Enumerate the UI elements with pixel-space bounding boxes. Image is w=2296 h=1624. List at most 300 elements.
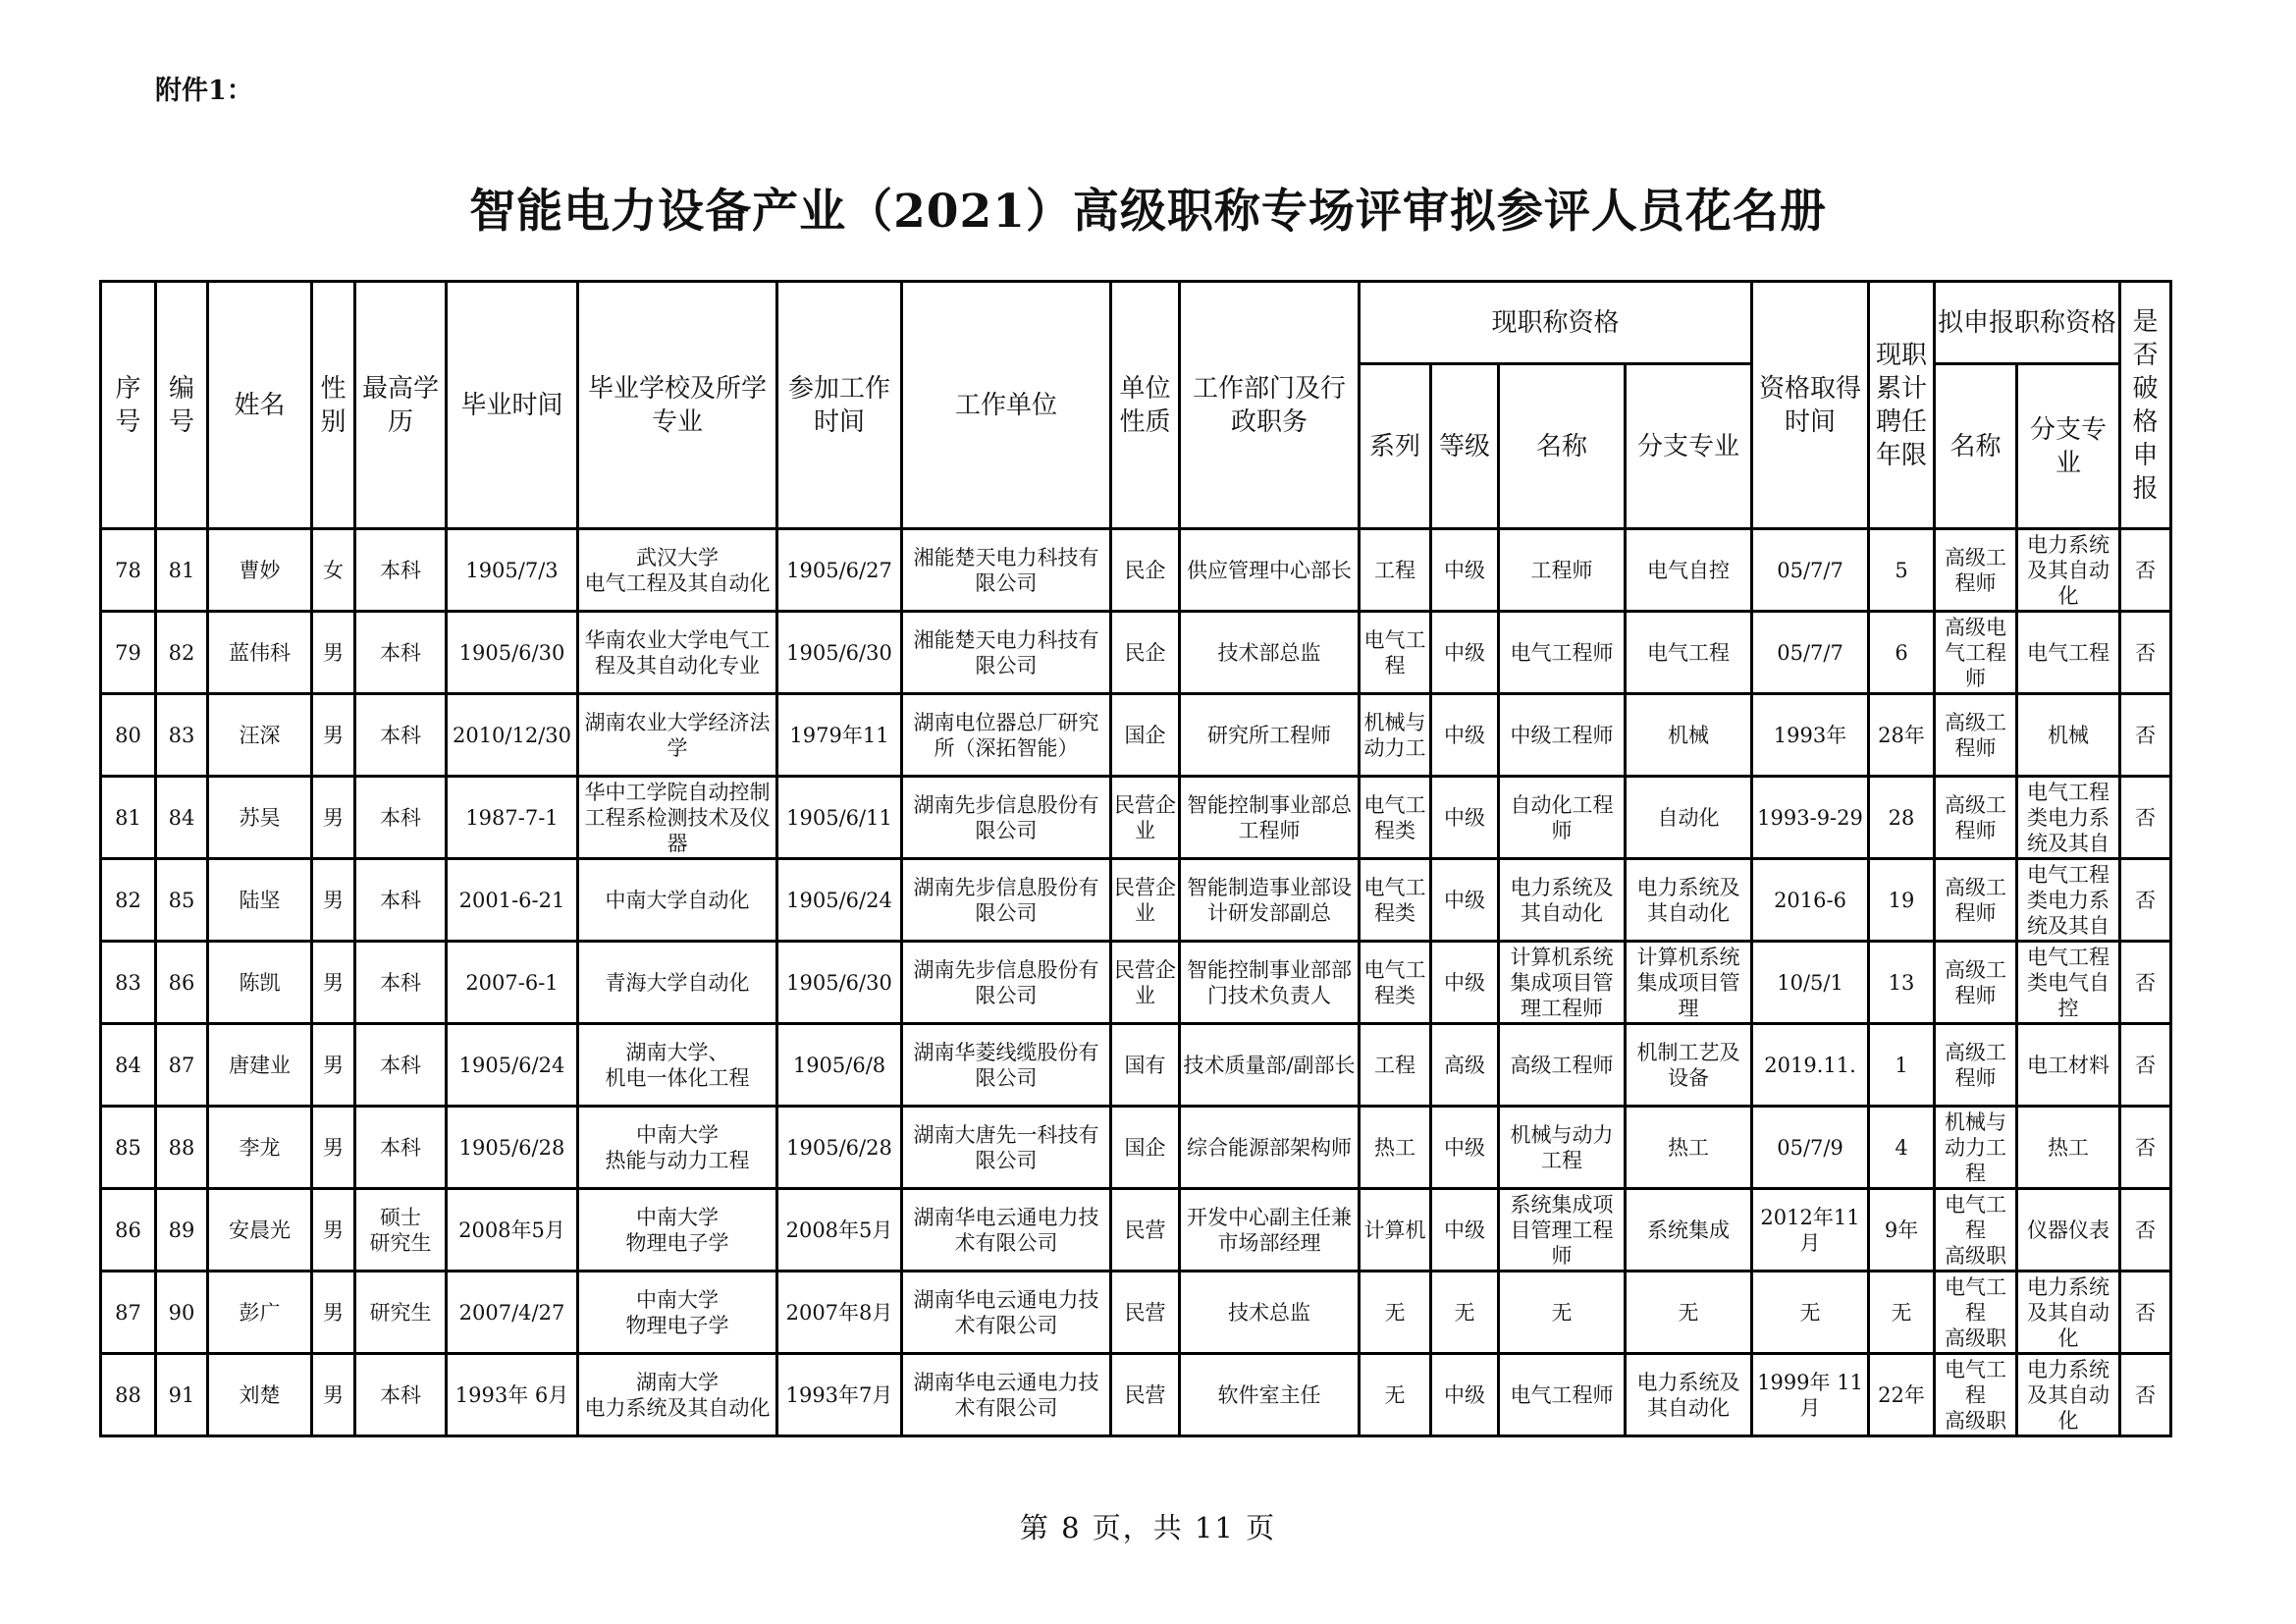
cell-text: 1905/6/30 xyxy=(786,640,892,665)
cell-gender xyxy=(312,859,355,942)
cell-text: 81 xyxy=(168,558,195,582)
cell-text: 5 xyxy=(1895,558,1908,582)
cell-text: 电工材料 xyxy=(2027,1053,2110,1077)
cell-name xyxy=(208,1354,312,1436)
cell-work-start xyxy=(777,1354,902,1436)
cell-employer xyxy=(902,1107,1111,1189)
cell-text: 80 xyxy=(115,723,141,747)
cell-text: 电气工程 xyxy=(2027,640,2110,665)
header-apply-branch: 分支专业 xyxy=(2017,364,2120,529)
cell-text: 湖南大唐先一科技有限公司 xyxy=(913,1122,1099,1172)
cell-level xyxy=(1431,1272,1499,1354)
cell-text: 陈凯 xyxy=(239,970,281,995)
table-row xyxy=(101,777,2171,859)
cell-text: 4 xyxy=(1895,1135,1908,1160)
cell-text: 无 xyxy=(1454,1300,1475,1325)
cell-text: 李龙 xyxy=(239,1135,281,1160)
cell-text: 高级工程师 xyxy=(1510,1053,1614,1077)
cell-text: 2012年11月 xyxy=(1760,1205,1860,1255)
cell-text: 电气工程 xyxy=(1363,627,1426,677)
cell-text: 计算机系统集成项目管理 xyxy=(1636,945,1740,1020)
header-num: 编号 xyxy=(156,282,208,529)
cell-apply-name xyxy=(1935,1354,2017,1436)
cell-branch xyxy=(1626,694,1752,777)
cell-text: 机械 xyxy=(2048,723,2090,747)
cell-employer xyxy=(902,859,1111,942)
cell-text: 84 xyxy=(115,1053,141,1077)
cell-name xyxy=(208,859,312,942)
cell-text: 国有 xyxy=(1124,1053,1166,1077)
cell-text: 高级工程师 xyxy=(1945,710,2007,760)
cell-text: 1905/6/28 xyxy=(786,1135,892,1160)
cell-text: 否 xyxy=(2135,805,2157,830)
cell-text: 1905/6/27 xyxy=(786,558,892,582)
cell-exception xyxy=(2120,1354,2171,1436)
cell-text: 1993-9-29 xyxy=(1757,805,1863,830)
cell-department-position xyxy=(1180,859,1360,942)
cell-text: 10/5/1 xyxy=(1777,970,1843,995)
cell-text: 2008年5月 xyxy=(458,1218,565,1242)
cell-text: 民营 xyxy=(1124,1218,1166,1242)
cell-text: 机械 xyxy=(1668,723,1709,747)
header-branch: 分支专业 xyxy=(1626,364,1752,529)
cell-apply-name xyxy=(1935,694,2017,777)
cell-text: 曹妙 xyxy=(239,558,281,582)
cell-text: 1993年 xyxy=(1773,723,1847,747)
cell-text: 87 xyxy=(115,1300,141,1325)
cell-text: 高级工程师 xyxy=(1945,875,2007,925)
cell-text: 否 xyxy=(2135,1300,2157,1325)
cell-num xyxy=(156,777,208,859)
cell-apply-branch xyxy=(2017,694,2120,777)
cell-level xyxy=(1431,777,1499,859)
cell-education xyxy=(355,1107,447,1189)
cell-title-name xyxy=(1499,942,1626,1024)
cell-education xyxy=(355,529,447,612)
cell-qualification-time xyxy=(1752,1354,1869,1436)
cell-text: 9年 xyxy=(1884,1218,1919,1242)
cell-text: 蓝伟科 xyxy=(229,640,291,665)
cell-work-start xyxy=(777,1024,902,1107)
cell-text: 湖南大学 电力系统及其自动化 xyxy=(584,1370,771,1420)
cell-work-start xyxy=(777,529,902,612)
cell-apply-name xyxy=(1935,1107,2017,1189)
cell-school-major xyxy=(578,612,777,694)
cell-branch xyxy=(1626,859,1752,942)
cell-seq xyxy=(101,1107,156,1189)
cell-text: 华南农业大学电气工程及其自动化专业 xyxy=(584,627,771,677)
cell-gender xyxy=(312,777,355,859)
cell-text: 2008年5月 xyxy=(785,1218,893,1242)
cell-text: 电气工程 高级职 xyxy=(1945,1357,2007,1433)
cell-num xyxy=(156,1189,208,1272)
cell-text: 05/7/7 xyxy=(1777,640,1843,665)
cell-num xyxy=(156,529,208,612)
cell-text: 湖南华电云通电力技术有限公司 xyxy=(913,1205,1099,1255)
cell-text: 系统集成项目管理工程师 xyxy=(1510,1192,1614,1268)
cell-num xyxy=(156,1107,208,1189)
cell-text: 智能控制事业部部门技术负责人 xyxy=(1187,957,1352,1007)
cell-text: 1905/6/8 xyxy=(792,1053,886,1077)
cell-exception xyxy=(2120,612,2171,694)
cell-department-position xyxy=(1180,529,1360,612)
cell-seq xyxy=(101,612,156,694)
cell-series xyxy=(1360,1272,1431,1354)
cell-apply-name xyxy=(1935,612,2017,694)
table-row xyxy=(101,859,2171,942)
cell-text: 国企 xyxy=(1124,723,1166,747)
cell-seq xyxy=(101,777,156,859)
cell-text: 软件室主任 xyxy=(1217,1382,1321,1407)
cell-text: 中南大学自动化 xyxy=(605,888,750,912)
cell-employer xyxy=(902,1272,1111,1354)
cell-apply-branch xyxy=(2017,777,2120,859)
cell-text: 高级工程师 xyxy=(1945,957,2007,1007)
cell-series xyxy=(1360,694,1431,777)
cell-work-start xyxy=(777,1189,902,1272)
cell-text: 电气工程类电力系统及其自 xyxy=(2027,862,2110,938)
cell-text: 高级工程师 xyxy=(1945,545,2007,595)
cell-gender xyxy=(312,942,355,1024)
header-department-position: 工作部门及行政职务 xyxy=(1180,282,1360,529)
cell-title-name xyxy=(1499,1354,1626,1436)
cell-gender xyxy=(312,529,355,612)
cell-text: 电气工程师 xyxy=(1510,1382,1614,1407)
cell-exception xyxy=(2120,1107,2171,1189)
cell-text: 高级工程师 xyxy=(1945,792,2007,842)
cell-department-position xyxy=(1180,1354,1360,1436)
cell-exception xyxy=(2120,942,2171,1024)
cell-level xyxy=(1431,612,1499,694)
header-title-name: 名称 xyxy=(1499,364,1626,529)
cell-text: 系统集成 xyxy=(1647,1218,1730,1242)
cell-text: 男 xyxy=(323,970,344,995)
cell-text: 电气工程 高级职 xyxy=(1945,1192,2007,1268)
cell-graduation-time xyxy=(447,1354,578,1436)
cell-text: 青海大学自动化 xyxy=(605,970,750,995)
cell-text: 1993年7月 xyxy=(785,1382,893,1407)
cell-work-start xyxy=(777,942,902,1024)
cell-department-position xyxy=(1180,694,1360,777)
cell-text: 本科 xyxy=(380,970,421,995)
cell-text: 男 xyxy=(323,805,344,830)
cell-employer xyxy=(902,694,1111,777)
cell-apply-branch xyxy=(2017,1189,2120,1272)
cell-text: 民营企业 xyxy=(1114,792,1176,842)
cell-text: 苏昊 xyxy=(239,805,281,830)
cell-education xyxy=(355,942,447,1024)
cell-text: 湖南先步信息股份有限公司 xyxy=(913,875,1099,925)
header-level: 等级 xyxy=(1431,364,1499,529)
cell-text: 陆坚 xyxy=(239,888,281,912)
cell-text: 88 xyxy=(115,1382,141,1407)
cell-seq xyxy=(101,1189,156,1272)
header-graduation-time: 毕业时间 xyxy=(447,282,578,529)
cell-text: 85 xyxy=(115,1135,141,1160)
cell-text: 1979年11 xyxy=(789,723,889,747)
header-years: 现职累计聘任年限 xyxy=(1869,282,1935,529)
header-qualification-time: 资格取得时间 xyxy=(1752,282,1869,529)
cell-years xyxy=(1869,612,1935,694)
roster-table xyxy=(99,280,2172,1437)
cell-years xyxy=(1869,694,1935,777)
cell-series xyxy=(1360,1189,1431,1272)
cell-text: 电气工程师 xyxy=(1510,640,1614,665)
cell-text: 武汉大学 电气工程及其自动化 xyxy=(584,545,771,595)
cell-department-position xyxy=(1180,612,1360,694)
cell-text: 湘能楚天电力科技有限公司 xyxy=(913,627,1099,677)
cell-text: 高级电气工程师 xyxy=(1945,615,2007,690)
cell-text: 1993年 6月 xyxy=(454,1382,569,1407)
cell-text: 2007/4/27 xyxy=(458,1300,565,1325)
cell-text: 男 xyxy=(323,1053,344,1077)
cell-text: 中级 xyxy=(1444,805,1485,830)
cell-text: 91 xyxy=(168,1382,195,1407)
cell-education xyxy=(355,1354,447,1436)
cell-graduation-time xyxy=(447,942,578,1024)
cell-text: 中南大学 热能与动力工程 xyxy=(605,1122,750,1172)
cell-text: 开发中心副主任兼市场部经理 xyxy=(1187,1205,1352,1255)
cell-series xyxy=(1360,1107,1431,1189)
cell-qualification-time xyxy=(1752,612,1869,694)
cell-gender xyxy=(312,1189,355,1272)
table-row xyxy=(101,529,2171,612)
cell-years xyxy=(1869,1189,1935,1272)
cell-text: 男 xyxy=(323,1382,344,1407)
cell-name xyxy=(208,1272,312,1354)
cell-employer xyxy=(902,1024,1111,1107)
cell-text: 电气工程类电力系统及其自 xyxy=(2027,780,2110,855)
cell-seq xyxy=(101,942,156,1024)
cell-graduation-time xyxy=(447,777,578,859)
cell-name xyxy=(208,694,312,777)
cell-exception xyxy=(2120,859,2171,942)
cell-text: 中级 xyxy=(1444,558,1485,582)
table-body xyxy=(101,529,2171,1436)
cell-text: 无 xyxy=(1384,1300,1406,1325)
cell-text: 自动化工程师 xyxy=(1510,792,1614,842)
cell-seq xyxy=(101,529,156,612)
cell-text: 智能制造事业部设计研发部副总 xyxy=(1187,875,1352,925)
cell-text: 82 xyxy=(168,640,195,665)
cell-text: 05/7/9 xyxy=(1777,1135,1843,1160)
cell-text: 计算机 xyxy=(1363,1218,1426,1242)
cell-text: 电力系统及其自动化 xyxy=(2027,532,2110,608)
cell-unit-type xyxy=(1111,1107,1180,1189)
cell-school-major xyxy=(578,1024,777,1107)
cell-text: 电力系统及其自动化 xyxy=(2027,1357,2110,1433)
cell-text: 本科 xyxy=(380,1135,421,1160)
cell-title-name xyxy=(1499,1189,1626,1272)
cell-name xyxy=(208,612,312,694)
cell-text: 电气工程类 xyxy=(1363,957,1426,1007)
header-apply-title-group: 拟申报职称资格 xyxy=(1935,282,2120,364)
cell-text: 1905/6/30 xyxy=(458,640,565,665)
cell-text: 女 xyxy=(323,558,344,582)
cell-work-start xyxy=(777,694,902,777)
cell-apply-branch xyxy=(2017,1272,2120,1354)
cell-seq xyxy=(101,1024,156,1107)
cell-text: 民营企业 xyxy=(1114,957,1176,1007)
header-seq: 序号 xyxy=(101,282,156,529)
cell-text: 中级 xyxy=(1444,1135,1485,1160)
cell-text: 湖南大学、 机电一体化工程 xyxy=(605,1040,750,1090)
cell-education xyxy=(355,1272,447,1354)
cell-employer xyxy=(902,529,1111,612)
cell-name xyxy=(208,777,312,859)
cell-years xyxy=(1869,777,1935,859)
cell-text: 否 xyxy=(2135,558,2157,582)
cell-gender xyxy=(312,1354,355,1436)
header-education: 最高学历 xyxy=(355,282,447,529)
cell-text: 机制工艺及设备 xyxy=(1636,1040,1740,1090)
table-row xyxy=(101,612,2171,694)
cell-text: 民营 xyxy=(1124,1382,1166,1407)
cell-text: 2007年8月 xyxy=(785,1300,893,1325)
cell-apply-branch xyxy=(2017,1354,2120,1436)
cell-years xyxy=(1869,529,1935,612)
cell-text: 中级 xyxy=(1444,888,1485,912)
cell-name xyxy=(208,1107,312,1189)
cell-text: 28年 xyxy=(1878,723,1925,747)
header-work-start: 参加工作时间 xyxy=(777,282,902,529)
cell-text: 无 xyxy=(1384,1382,1406,1407)
cell-text: 22年 xyxy=(1878,1382,1925,1407)
cell-text: 19 xyxy=(1888,888,1915,912)
cell-text: 电气工程类 xyxy=(1363,792,1426,842)
header-current-title-group: 现职称资格 xyxy=(1360,282,1752,364)
header-unit-type: 单位性质 xyxy=(1111,282,1180,529)
cell-text: 中级 xyxy=(1444,640,1485,665)
cell-text: 无 xyxy=(1799,1300,1821,1325)
cell-department-position xyxy=(1180,1189,1360,1272)
cell-qualification-time xyxy=(1752,1272,1869,1354)
header-gender: 性别 xyxy=(312,282,355,529)
cell-text: 电气工程 xyxy=(1647,640,1730,665)
cell-text: 否 xyxy=(2135,640,2157,665)
cell-text: 13 xyxy=(1888,970,1915,995)
cell-branch xyxy=(1626,529,1752,612)
cell-text: 84 xyxy=(168,805,195,830)
cell-text: 民企 xyxy=(1124,558,1166,582)
cell-school-major xyxy=(578,1107,777,1189)
cell-school-major xyxy=(578,777,777,859)
cell-text: 电气工程类电气自控 xyxy=(2027,945,2110,1020)
cell-text: 无 xyxy=(1891,1300,1912,1325)
cell-text: 电气工程类 xyxy=(1363,875,1426,925)
cell-text: 否 xyxy=(2135,1382,2157,1407)
cell-text: 湖南农业大学经济法学 xyxy=(584,710,771,760)
cell-title-name xyxy=(1499,859,1626,942)
cell-text: 机械与动力工 xyxy=(1363,710,1426,760)
cell-graduation-time xyxy=(447,1024,578,1107)
cell-exception xyxy=(2120,1189,2171,1272)
cell-text: 华中工学院自动控制工程系检测技术及仪器 xyxy=(584,780,771,855)
cell-text: 否 xyxy=(2135,888,2157,912)
cell-num xyxy=(156,1354,208,1436)
cell-title-name xyxy=(1499,612,1626,694)
cell-apply-branch xyxy=(2017,529,2120,612)
cell-text: 男 xyxy=(323,1135,344,1160)
cell-series xyxy=(1360,942,1431,1024)
cell-text: 中南大学 物理电子学 xyxy=(625,1287,729,1337)
cell-text: 否 xyxy=(2135,1135,2157,1160)
cell-level xyxy=(1431,859,1499,942)
cell-qualification-time xyxy=(1752,529,1869,612)
cell-employer xyxy=(902,1189,1111,1272)
cell-qualification-time xyxy=(1752,859,1869,942)
cell-text: 男 xyxy=(323,723,344,747)
cell-school-major xyxy=(578,694,777,777)
cell-unit-type xyxy=(1111,777,1180,859)
cell-text: 1987-7-1 xyxy=(465,805,559,830)
cell-series xyxy=(1360,1354,1431,1436)
cell-level xyxy=(1431,1354,1499,1436)
cell-employer xyxy=(902,612,1111,694)
cell-education xyxy=(355,1024,447,1107)
cell-text: 78 xyxy=(115,558,141,582)
cell-qualification-time xyxy=(1752,777,1869,859)
table-row xyxy=(101,1107,2171,1189)
cell-graduation-time xyxy=(447,1189,578,1272)
cell-name xyxy=(208,1189,312,1272)
cell-department-position xyxy=(1180,1024,1360,1107)
cell-text: 本科 xyxy=(380,640,421,665)
cell-text: 1905/6/24 xyxy=(786,888,892,912)
cell-text: 85 xyxy=(168,888,195,912)
cell-series xyxy=(1360,529,1431,612)
cell-title-name xyxy=(1499,529,1626,612)
cell-text: 湖南华菱线缆股份有限公司 xyxy=(913,1040,1099,1090)
cell-name xyxy=(208,942,312,1024)
cell-branch xyxy=(1626,777,1752,859)
cell-text: 2016-6 xyxy=(1774,888,1846,912)
cell-text: 1905/6/30 xyxy=(786,970,892,995)
table-row xyxy=(101,1354,2171,1436)
cell-level xyxy=(1431,1024,1499,1107)
cell-text: 湖南华电云通电力技术有限公司 xyxy=(913,1287,1099,1337)
cell-text: 工程师 xyxy=(1530,558,1593,582)
cell-text: 研究生 xyxy=(369,1300,432,1325)
cell-text: 中级工程师 xyxy=(1510,723,1614,747)
cell-exception xyxy=(2120,694,2171,777)
cell-text: 高级工程师 xyxy=(1945,1040,2007,1090)
cell-text: 智能控制事业部总工程师 xyxy=(1187,792,1352,842)
cell-education xyxy=(355,612,447,694)
cell-text: 1905/7/3 xyxy=(465,558,559,582)
cell-branch xyxy=(1626,612,1752,694)
cell-text: 机械与动力工程 xyxy=(1945,1110,2007,1185)
cell-graduation-time xyxy=(447,1107,578,1189)
cell-work-start xyxy=(777,1107,902,1189)
cell-years xyxy=(1869,1354,1935,1436)
cell-seq xyxy=(101,859,156,942)
cell-text: 2001-6-21 xyxy=(458,888,565,912)
cell-text: 民营 xyxy=(1124,1300,1166,1325)
cell-years xyxy=(1869,1272,1935,1354)
cell-gender xyxy=(312,1107,355,1189)
cell-text: 88 xyxy=(168,1135,195,1160)
cell-gender xyxy=(312,612,355,694)
cell-years xyxy=(1869,859,1935,942)
cell-text: 28 xyxy=(1888,805,1915,830)
cell-unit-type xyxy=(1111,1189,1180,1272)
cell-title-name xyxy=(1499,1024,1626,1107)
cell-school-major xyxy=(578,1272,777,1354)
cell-text: 2019.11. xyxy=(1764,1053,1856,1077)
cell-apply-branch xyxy=(2017,859,2120,942)
cell-series xyxy=(1360,859,1431,942)
